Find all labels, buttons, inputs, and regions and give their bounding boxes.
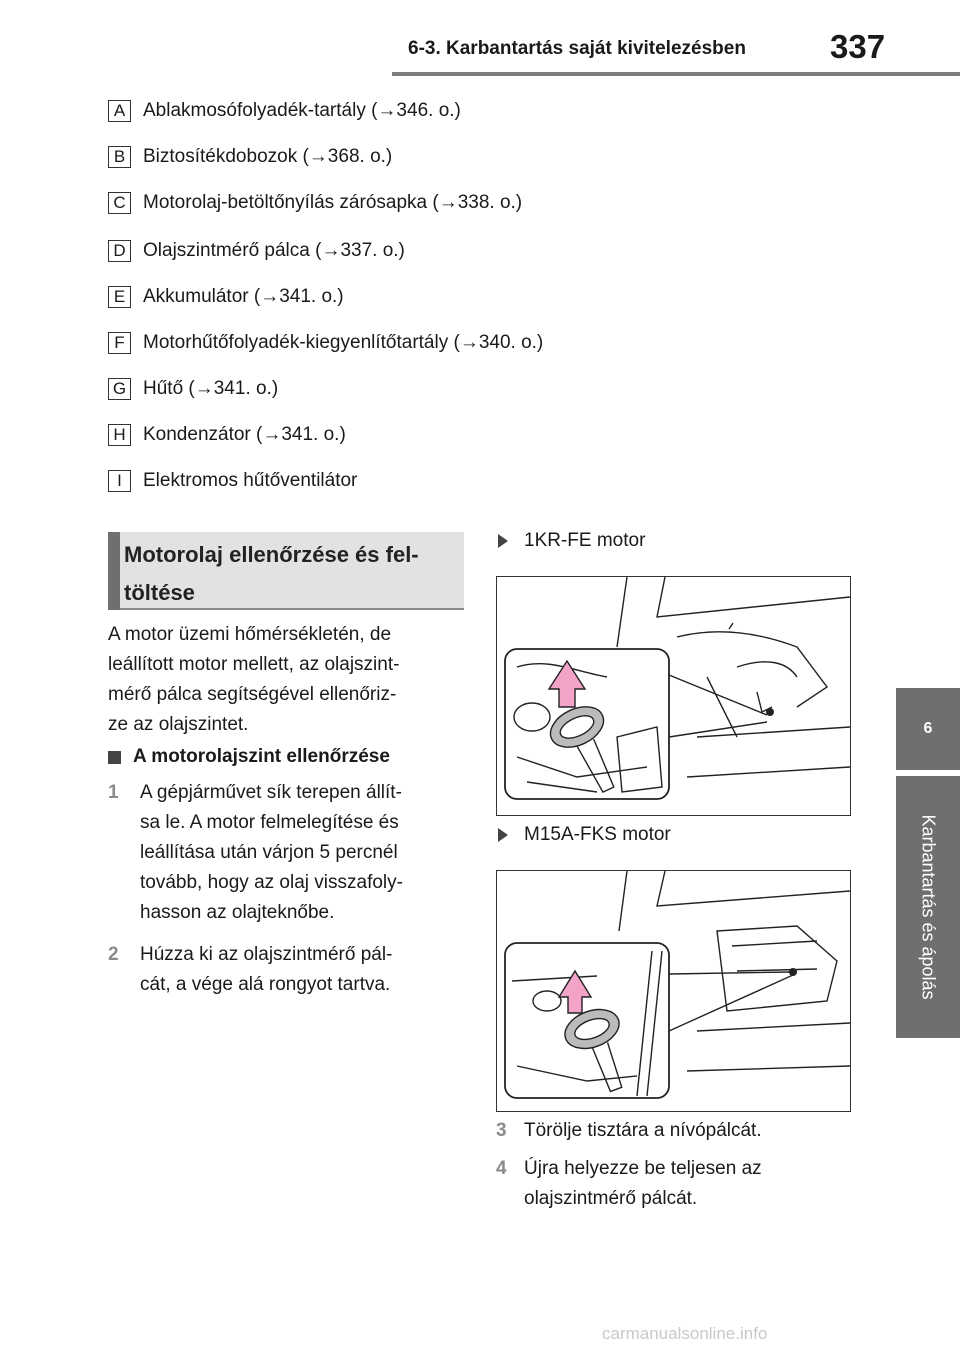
motor-label — [498, 824, 671, 846]
legend-item — [108, 144, 392, 170]
triangle-bullet-icon — [498, 534, 508, 548]
legend-item — [108, 422, 346, 448]
step-line: Húzza ki az olajszintmérő pál- — [140, 944, 393, 965]
section-heading — [124, 536, 460, 612]
step-line: A gépjárművet sík terepen állít- — [140, 782, 402, 803]
step-text — [140, 778, 458, 928]
triangle-bullet-icon — [498, 828, 508, 842]
legend-text: Motorhűtőfolyadék-kiegyenlítőtartály (→340. o.) — [143, 332, 544, 353]
legend-text: Kondenzátor (→341. o.) — [143, 424, 346, 445]
legend-letter: C — [108, 192, 131, 214]
step-line: hasson az olajteknőbe. — [140, 902, 335, 923]
legend-text: Motorolaj-betöltőnyílás zárósapka (→338. o.) — [143, 192, 523, 213]
motor-label — [498, 530, 645, 552]
legend-item — [108, 468, 357, 494]
legend-letter: I — [108, 470, 131, 492]
step-item — [496, 1154, 856, 1214]
chapter-tab-number[interactable]: 6 — [896, 688, 960, 770]
watermark: carmanualsonline.info — [602, 1324, 768, 1343]
legend-item — [108, 98, 461, 124]
legend-item — [108, 376, 278, 402]
section-heading-line: Motorolaj ellenőrzése és fel- — [124, 542, 419, 567]
section-heading-bar — [108, 532, 120, 610]
step-number: 4 — [496, 1158, 507, 1179]
step-line: cát, a vége alá rongyot tartva. — [140, 974, 391, 995]
step-text — [524, 1116, 762, 1146]
legend-text: Elektromos hűtőventilátor — [143, 470, 358, 491]
intro-line: leállított motor mellett, az olajszint- — [108, 654, 400, 675]
intro-line: mérő pálca segítségével ellenőriz- — [108, 684, 397, 705]
step-number: 3 — [496, 1120, 507, 1141]
intro-line: A motor üzemi hőmérsékletén, de — [108, 624, 392, 645]
step-line: tovább, hogy az olaj visszafoly- — [140, 872, 403, 893]
legend-item — [108, 284, 344, 310]
legend-letter: G — [108, 378, 131, 400]
legend-letter: B — [108, 146, 131, 168]
legend-item — [108, 190, 522, 216]
section-header-title: 6-3. Karbantartás saját kivitelezésben — [408, 38, 746, 59]
legend-letter: H — [108, 424, 131, 446]
step-line: olajszintmérő pálcát. — [524, 1188, 698, 1209]
step-line: sa le. A motor felmelegítése és — [140, 812, 399, 833]
subheading — [108, 746, 390, 768]
step-item — [108, 940, 458, 1000]
step-line: Újra helyezze be teljesen az — [524, 1158, 762, 1179]
engine-drawing — [497, 577, 850, 815]
page-number: 337 — [830, 28, 886, 65]
step-text — [140, 940, 458, 1000]
intro-line: ze az olajszintet. — [108, 714, 249, 735]
legend-text: Hűtő (→341. o.) — [143, 378, 279, 399]
step-number: 1 — [108, 782, 119, 803]
step-text — [524, 1154, 762, 1214]
chapter-tab-text: Karbantartás és ápolás — [918, 814, 939, 1000]
step-number: 2 — [108, 944, 119, 965]
step-line: Törölje tisztára a nívópálcát. — [524, 1120, 762, 1141]
legend-text: Olajszintmérő pálca (→337. o.) — [143, 240, 405, 261]
section-heading-line: töltése — [124, 580, 195, 605]
motor-label-text: M15A-FKS motor — [524, 824, 671, 845]
legend-letter: D — [108, 240, 131, 262]
intro-paragraph — [108, 620, 460, 740]
legend-letter: A — [108, 100, 131, 122]
engine-illustration-m15a — [496, 870, 851, 1112]
legend-text: Akkumulátor (→341. o.) — [143, 286, 344, 307]
engine-illustration-1kr — [496, 576, 851, 816]
step-item — [496, 1116, 856, 1146]
subheading-text: A motorolajszint ellenőrzése — [133, 746, 390, 767]
header-rule — [392, 72, 960, 76]
legend-letter: F — [108, 332, 131, 354]
motor-label-text: 1KR-FE motor — [524, 530, 646, 551]
square-bullet-icon — [108, 751, 121, 764]
step-line: leállítása után várjon 5 percnél — [140, 842, 398, 863]
legend-text: Biztosítékdobozok (→368. o.) — [143, 146, 393, 167]
legend-text: Ablakmosófolyadék-tartály (→346. o.) — [143, 100, 461, 121]
engine-drawing — [497, 871, 850, 1111]
legend-item — [108, 238, 405, 264]
chapter-tab-label[interactable] — [896, 776, 960, 1038]
legend-letter: E — [108, 286, 131, 308]
legend-item — [108, 330, 543, 356]
step-item — [108, 778, 458, 928]
